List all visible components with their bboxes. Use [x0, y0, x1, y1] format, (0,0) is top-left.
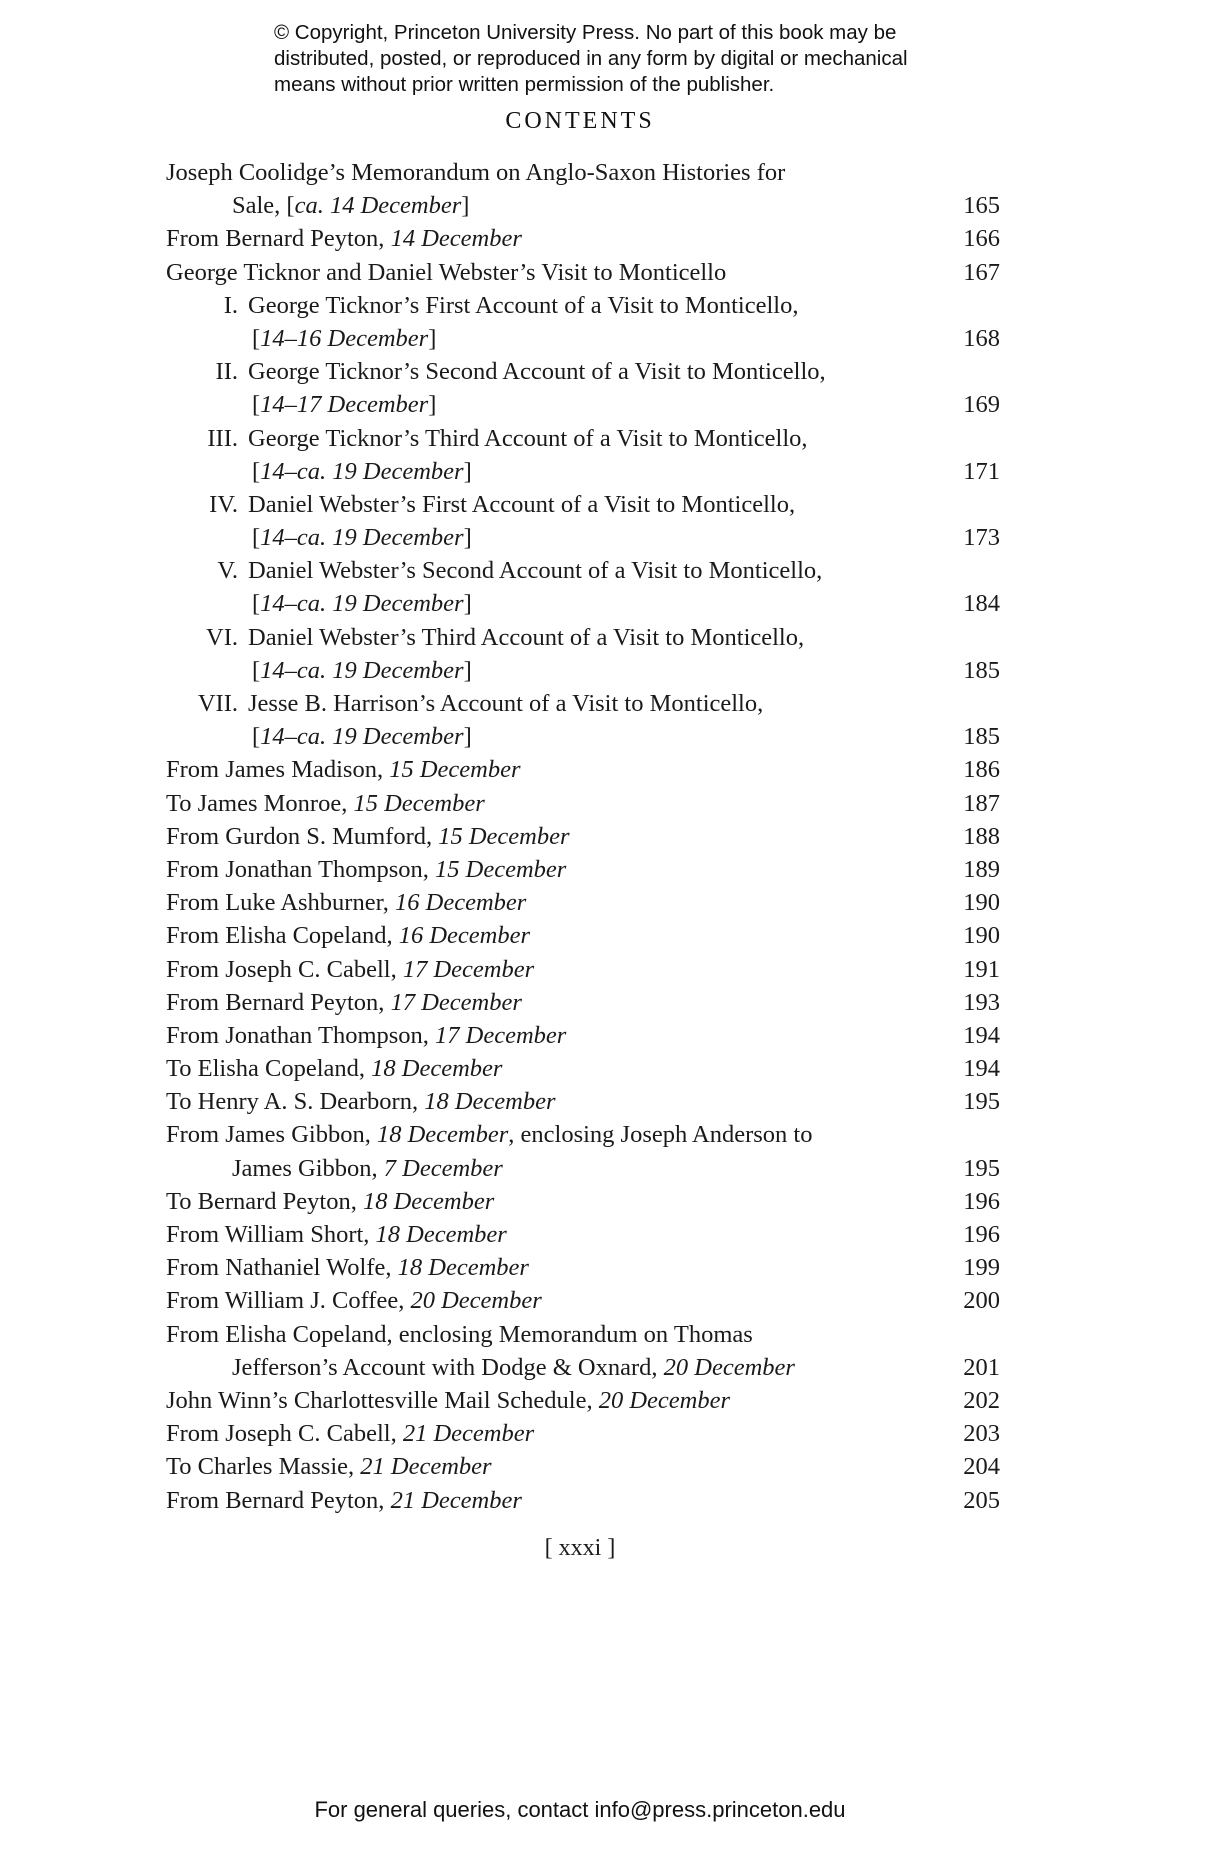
subentry-numeral: I. — [223, 291, 238, 319]
toc-entry — [166, 787, 1000, 820]
toc-entry — [166, 1251, 1000, 1284]
toc-subentry — [166, 621, 1000, 654]
page-number: 167 — [963, 258, 1000, 286]
page-number: 200 — [963, 1287, 1000, 1315]
toc-entry — [166, 753, 1000, 786]
entry-title: George Ticknor’s Third Account of a Visit to Monticello, — [248, 424, 808, 452]
toc-entry — [166, 853, 1000, 886]
entry-date: 16 December — [398, 922, 531, 950]
entry-title: James Gibbon, — [232, 1154, 384, 1182]
entry-title: Jesse B. Harrison’s Account of a Visit to Monticello, — [248, 690, 764, 717]
entry-date: 15 December — [389, 756, 521, 784]
contents-heading: CONTENTS — [505, 108, 655, 134]
page-number: 185 — [963, 656, 1000, 684]
toc-subentry-continuation — [166, 455, 1000, 488]
page-number: 191 — [963, 955, 1000, 983]
entry-title: George Ticknor’s First Account of a Visit to Monticello, — [248, 291, 799, 319]
entry-title: From Elisha Copeland, — [166, 922, 399, 950]
toc-entry — [166, 1019, 1000, 1052]
toc-entry — [166, 919, 1000, 952]
page-number: 188 — [963, 822, 1000, 850]
entry-title: John Winn’s Charlottesville Mail Schedule, — [166, 1386, 599, 1414]
entry-bracket: ] — [428, 391, 437, 419]
page-number: 166 — [963, 225, 1000, 253]
toc-entry-continuation — [166, 1152, 1000, 1185]
entry-bracket: [ — [252, 457, 261, 485]
entry-bracket: ] — [461, 192, 470, 220]
entry-date: 18 December — [371, 1055, 503, 1083]
page-number: 205 — [963, 1486, 1000, 1514]
entry-title: Daniel Webster’s Second Account of a Visit to Monticello, — [248, 557, 823, 585]
page-number: 168 — [963, 324, 1000, 352]
page-number: 204 — [963, 1453, 1000, 1481]
entry-date: 14–ca. 19 December — [260, 723, 464, 751]
subentry-numeral: II. — [215, 358, 238, 386]
entry-date: 7 December — [383, 1154, 503, 1182]
copyright-notice — [274, 20, 974, 98]
toc-entry — [166, 156, 1000, 189]
toc-entry — [166, 1085, 1000, 1118]
entry-date: 17 December — [390, 988, 522, 1016]
entry-title: , enclosing Joseph Anderson to — [508, 1121, 813, 1149]
toc-entry — [166, 1185, 1000, 1218]
page-number: 195 — [963, 1088, 1000, 1116]
page-number: 189 — [963, 855, 1000, 883]
entry-date: 21 December — [402, 1420, 535, 1448]
toc-entry — [166, 1284, 1000, 1317]
page-number: 194 — [963, 1021, 1000, 1049]
page-number: 171 — [963, 457, 1000, 485]
entry-title: From Joseph C. Cabell, — [166, 955, 403, 983]
entry-date: 15 December — [435, 855, 567, 883]
entry-title: Jefferson’s Account with Dodge & Oxnard, — [232, 1353, 664, 1381]
entry-date: ca. 14 December — [294, 192, 462, 220]
footer-contact: For general queries, contact info@press.princeton.edu — [314, 1797, 846, 1822]
subentry-numeral: VII. — [197, 690, 238, 717]
entry-bracket: [ — [252, 324, 261, 352]
page-number: 173 — [963, 524, 1000, 552]
page-number: 195 — [963, 1154, 1000, 1182]
entry-date: 14–17 December — [260, 391, 429, 419]
entry-title: Daniel Webster’s Third Account of a Visit to Monticello, — [248, 623, 805, 651]
entry-date: 18 December — [424, 1088, 556, 1116]
entry-date: 14–ca. 19 December — [260, 457, 464, 485]
entry-date: 17 December — [402, 955, 535, 983]
entry-title: From Elisha Copeland, enclosing Memorandum on Thomas — [166, 1320, 753, 1348]
toc-entry — [166, 1218, 1000, 1251]
entry-title: Joseph Coolidge’s Memorandum on Anglo-Saxon Histories for — [166, 159, 786, 186]
entry-title: To Henry A. S. Dearborn, — [166, 1088, 425, 1116]
page-number: 196 — [963, 1187, 1000, 1215]
toc-subentry — [166, 687, 1000, 720]
toc-entry — [166, 1417, 1000, 1450]
entry-title: From Luke Ashburner, — [166, 889, 396, 917]
entry-title: From Nathaniel Wolfe, — [166, 1254, 398, 1282]
toc-subentry — [166, 554, 1000, 587]
page-number: 169 — [963, 391, 1000, 419]
entry-date: 14 December — [390, 225, 522, 253]
entry-date: 20 December — [663, 1353, 795, 1381]
entry-date: 18 December — [362, 1187, 495, 1215]
entry-date: 14–ca. 19 December — [260, 524, 464, 552]
entry-bracket: [ — [252, 723, 261, 751]
subentry-numeral: III. — [207, 424, 238, 452]
entry-date: 15 December — [353, 789, 485, 817]
toc-entry — [166, 1450, 1000, 1483]
page-folio: [ xxxi ] — [544, 1535, 616, 1561]
page-number: 203 — [963, 1420, 1000, 1448]
copyright-line: distributed, posted, or reproduced in any form by digital or mechanical — [274, 47, 908, 70]
entry-date: 17 December — [435, 1021, 567, 1049]
entry-title: From Joseph C. Cabell, — [166, 1420, 403, 1448]
page-number: 202 — [963, 1386, 1000, 1414]
page-number: 196 — [963, 1221, 1000, 1248]
entry-title: George Ticknor’s Second Account of a Visit to Monticello, — [248, 358, 826, 386]
toc-subentry-continuation — [166, 654, 1000, 687]
entry-title: From James Madison, — [166, 756, 390, 784]
subentry-numeral: IV. — [209, 490, 238, 518]
entry-title: To Charles Massie, — [166, 1453, 361, 1481]
page-number: 194 — [963, 1055, 1000, 1083]
page-number: 185 — [963, 723, 1000, 751]
entry-date: 15 December — [438, 822, 570, 850]
entry-title: From James Gibbon, — [166, 1121, 377, 1149]
entry-bracket: ] — [428, 324, 437, 352]
toc-subentry-continuation — [166, 720, 1000, 753]
entry-title: From Jonathan Thompson, — [166, 1021, 436, 1049]
page-number: 190 — [963, 889, 1000, 917]
copyright-line: © Copyright, Princeton University Press. No part of this book may be — [274, 21, 897, 44]
toc-subentry — [166, 488, 1000, 521]
entry-title: From Bernard Peyton, — [166, 988, 391, 1016]
toc-subentry-continuation — [166, 521, 1000, 554]
entry-bracket: ] — [463, 524, 472, 552]
entry-title: To Bernard Peyton, — [166, 1187, 363, 1215]
entry-title: Daniel Webster’s First Account of a Visit to Monticello, — [248, 490, 796, 518]
toc-entry — [166, 820, 1000, 853]
entry-date: 21 December — [360, 1453, 492, 1481]
entry-date: 14–ca. 19 December — [260, 590, 464, 618]
entry-bracket: [ — [252, 656, 261, 684]
toc-entry-continuation — [166, 1351, 1000, 1384]
page-number: 186 — [963, 756, 1000, 784]
toc-entry — [166, 1384, 1000, 1417]
page-number: 187 — [963, 789, 1000, 817]
toc-subentry — [166, 422, 1000, 455]
entry-bracket: [ — [252, 524, 261, 552]
entry-date: 20 December — [410, 1287, 542, 1315]
toc-entry — [166, 222, 1000, 255]
toc-subentry-continuation — [166, 388, 1000, 421]
page-number: 193 — [963, 988, 1000, 1016]
entry-title: From William J. Coffee, — [166, 1287, 411, 1315]
entry-title: From Bernard Peyton, — [166, 1486, 391, 1514]
page-number: 165 — [963, 192, 1000, 220]
entry-date: 18 December — [376, 1121, 509, 1149]
entry-date: 18 December — [397, 1254, 529, 1282]
entry-title: From Bernard Peyton, — [166, 225, 391, 253]
subentry-numeral: V. — [217, 557, 238, 585]
entry-bracket: ] — [463, 590, 472, 618]
entry-date: 20 December — [598, 1386, 731, 1414]
entry-title: From Jonathan Thompson, — [166, 855, 436, 883]
page-number: 199 — [963, 1254, 1000, 1282]
toc-entry — [166, 886, 1000, 919]
entry-title: Sale, [ — [232, 192, 295, 220]
toc-entry — [166, 1118, 1000, 1151]
toc-entry — [166, 953, 1000, 986]
entry-bracket: ] — [463, 723, 472, 751]
entry-bracket: [ — [252, 391, 261, 419]
entry-date: 18 December — [375, 1221, 507, 1248]
page-number: 201 — [963, 1353, 1000, 1381]
copyright-line: means without prior written permission of the publisher. — [274, 73, 775, 96]
toc-subentry-continuation — [166, 322, 1000, 355]
toc-subentry — [166, 289, 1000, 322]
entry-bracket: ] — [463, 656, 472, 684]
entry-bracket: ] — [463, 457, 472, 485]
page-number: 190 — [963, 922, 1000, 950]
entry-date: 14–ca. 19 December — [260, 656, 464, 684]
entry-date: 16 December — [395, 889, 527, 917]
entry-title: To Elisha Copeland, — [166, 1055, 372, 1083]
entry-title: George Ticknor and Daniel Webster’s Visit to Monticello — [166, 258, 727, 286]
toc-entry — [166, 256, 1000, 289]
toc-entry — [166, 1318, 1000, 1351]
entry-title: From Gurdon S. Mumford, — [166, 822, 439, 850]
entry-title: To James Monroe, — [166, 789, 354, 817]
toc-entry-continuation — [166, 189, 1000, 222]
toc-entry — [166, 1052, 1000, 1085]
toc-subentry — [166, 355, 1000, 388]
entry-title: From William Short, — [166, 1221, 376, 1248]
toc-entry — [166, 1484, 1000, 1517]
toc-entry — [166, 986, 1000, 1019]
entry-date: 21 December — [390, 1486, 522, 1514]
page-number: 184 — [963, 590, 1000, 618]
subentry-numeral: VI. — [206, 623, 238, 651]
table-of-contents — [166, 156, 1000, 1517]
toc-subentry-continuation — [166, 587, 1000, 620]
entry-date: 14–16 December — [260, 324, 429, 352]
entry-bracket: [ — [252, 590, 261, 618]
